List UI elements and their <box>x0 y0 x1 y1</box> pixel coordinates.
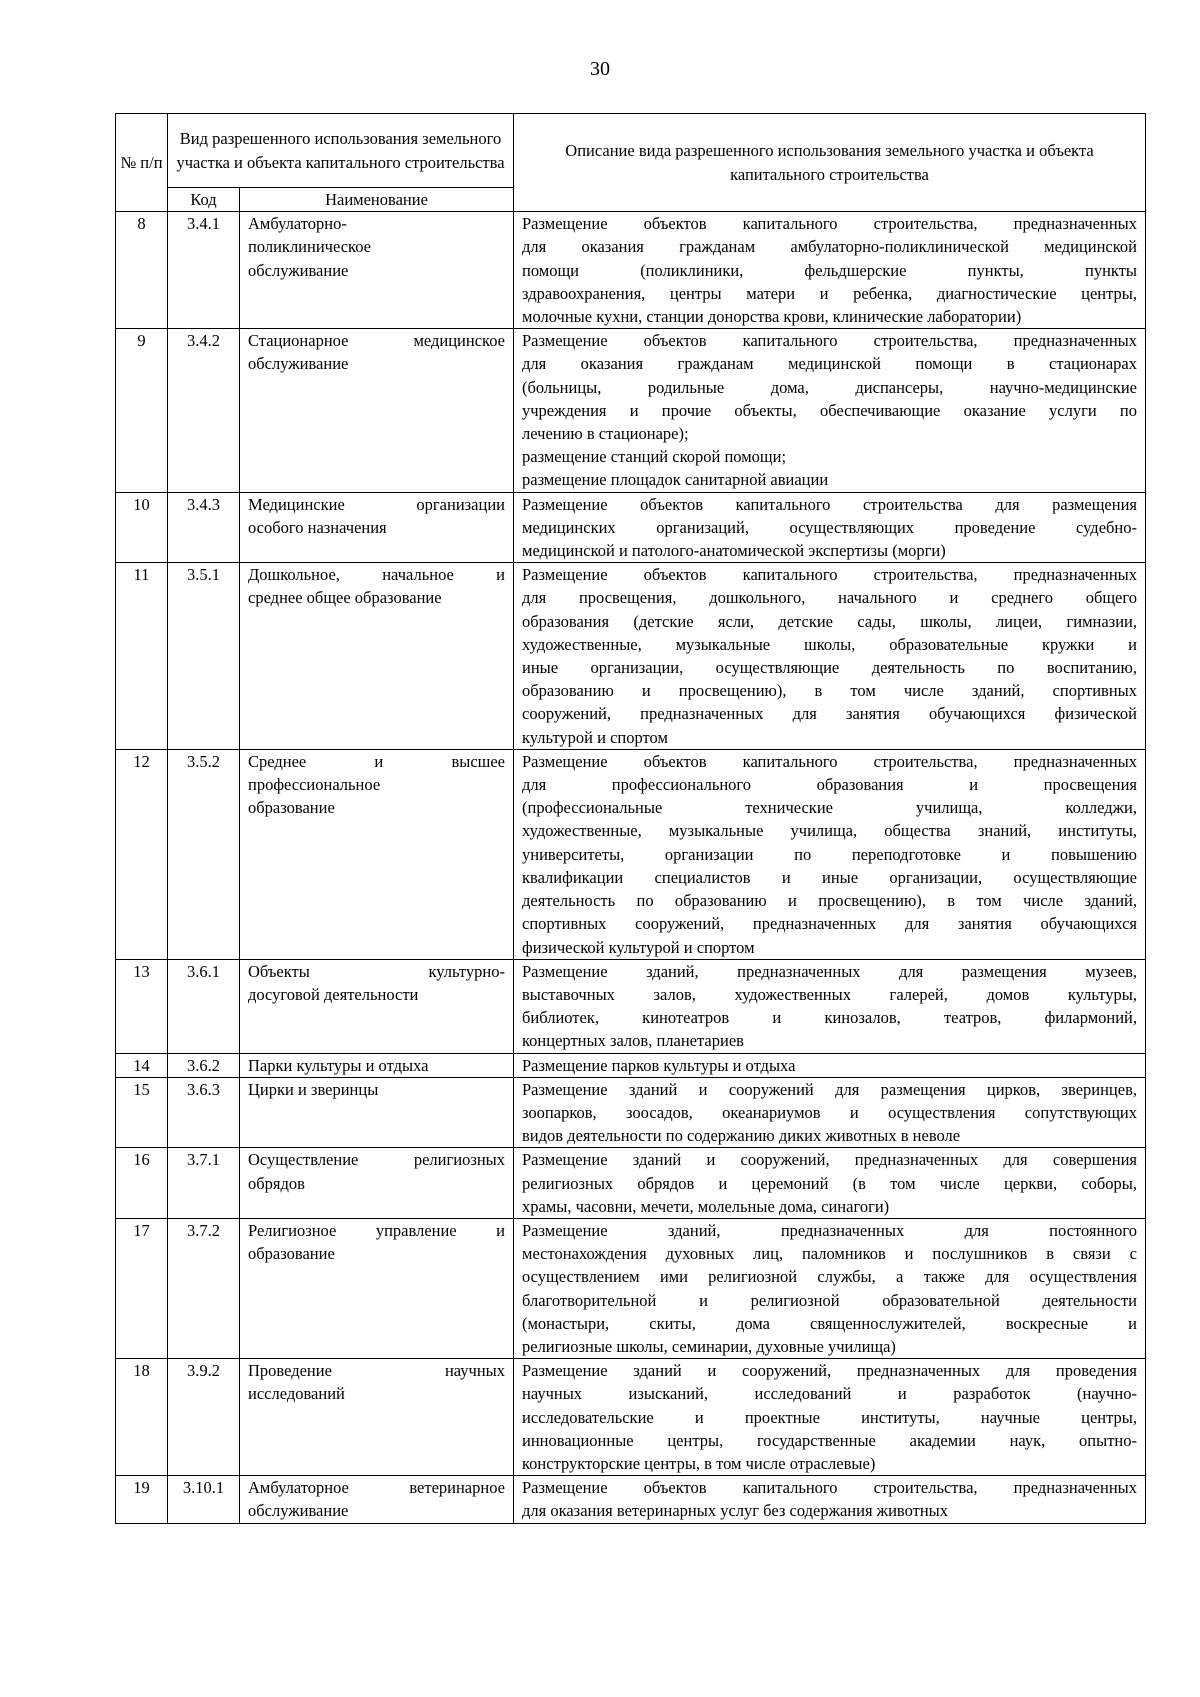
row-description-line: Размещение объектов капитального строительства, предназначенных <box>522 331 1137 351</box>
row-description-line: благотворительной и религиозной образовательной деятельности <box>522 1290 1137 1310</box>
row-name <box>240 1359 514 1476</box>
row-description-line: художественные, музыкальные училища, общества знаний, институты, <box>522 821 1137 841</box>
table-row <box>116 959 1146 1053</box>
row-description-line: Размещение объектов капитального строительства, предназначенных <box>522 751 1137 771</box>
row-number: 19 <box>116 1476 168 1523</box>
row-name-line: Амбулаторно- <box>248 214 347 234</box>
row-description-line: (больницы, родильные дома, диспансеры, научно-медицинские <box>522 377 1137 397</box>
row-description-line: религиозные школы, семинарии, духовные училища) <box>522 1336 896 1356</box>
row-description-line: деятельность по образованию и просвещению), в том числе зданий, <box>522 891 1137 911</box>
row-code: 3.6.3 <box>168 1077 240 1148</box>
row-name <box>240 749 514 959</box>
row-name <box>240 563 514 750</box>
row-name-line: среднее общее образование <box>248 588 442 608</box>
row-description-line: Размещение зданий, предназначенных для размещения музеев, <box>522 961 1137 981</box>
row-number: 10 <box>116 492 168 563</box>
row-description <box>514 1148 1146 1219</box>
row-code: 3.4.2 <box>168 329 240 492</box>
row-description-line: Размещение объектов капитального строительства для размещения <box>522 494 1137 514</box>
row-description-line: (монастыри, скиты, дома священнослужителей, воскресные и <box>522 1313 1137 1333</box>
row-name-line: Дошкольное, начальное и <box>248 565 505 585</box>
row-number: 11 <box>116 563 168 750</box>
row-description-line: учреждения и прочие объекты, обеспечивающие оказание услуги по <box>522 400 1137 420</box>
table-row <box>116 1077 1146 1148</box>
row-code: 3.9.2 <box>168 1359 240 1476</box>
row-description-line: храмы, часовни, мечети, молельные дома, синагоги) <box>522 1196 890 1216</box>
row-description-line: конструкторские центры, в том числе отраслевые) <box>522 1453 876 1473</box>
row-name-line: Амбулаторное ветеринарное <box>248 1478 505 1498</box>
table-row <box>116 1359 1146 1476</box>
table-row <box>116 1148 1146 1219</box>
table-row <box>116 563 1146 750</box>
row-description-line: образования (детские ясли, детские сады, школы, лицеи, гимназии, <box>522 611 1137 631</box>
row-description-line: художественные, музыкальные школы, образовательные кружки и <box>522 634 1137 654</box>
row-code: 3.5.1 <box>168 563 240 750</box>
row-name-line: обслуживание <box>248 1501 349 1521</box>
row-description <box>514 1476 1146 1523</box>
table-row <box>116 492 1146 563</box>
row-code: 3.7.1 <box>168 1148 240 1219</box>
row-number: 14 <box>116 1053 168 1077</box>
row-code: 3.7.2 <box>168 1218 240 1358</box>
table-body <box>116 212 1146 1523</box>
row-description-line: медицинской и патолого-анатомической экспертизы (морги) <box>522 541 946 561</box>
row-description-line: религиозных обрядов и церемоний (в том числе церкви, соборы, <box>522 1173 1137 1193</box>
row-name-line: Среднее и высшее <box>248 751 505 771</box>
row-description-line: осуществлением ими религиозной службы, а также для осуществления <box>522 1267 1137 1287</box>
row-name-line: образование <box>248 1244 335 1264</box>
row-description-line: квалификации специалистов и иные организации, осуществляющие <box>522 867 1137 887</box>
row-number: 16 <box>116 1148 168 1219</box>
row-name-line: Религиозное управление и <box>248 1220 505 1240</box>
row-description-line: сооружений, предназначенных для занятия обучающихся физической <box>522 704 1137 724</box>
row-name <box>240 492 514 563</box>
row-name <box>240 212 514 329</box>
header-num: № п/п <box>116 114 168 212</box>
row-description-line: помощи (поликлиники, фельдшерские пункты, пункты <box>522 260 1137 280</box>
row-description-line: исследовательские и проектные институты, научные центры, <box>522 1407 1137 1427</box>
row-name <box>240 959 514 1053</box>
row-description-line: зоопарков, зоосадов, океанариумов и осуществления сопутствующих <box>522 1102 1137 1122</box>
row-description-line: Размещение парков культуры и отдыха <box>522 1055 796 1075</box>
row-description-line: научных изысканий, исследований и разработок (научно- <box>522 1384 1137 1404</box>
row-description-line: физической культурой и спортом <box>522 937 755 957</box>
row-number: 15 <box>116 1077 168 1148</box>
row-description-line: для профессионального образования и просвещения <box>522 775 1137 795</box>
row-code: 3.4.3 <box>168 492 240 563</box>
row-description <box>514 1077 1146 1148</box>
row-name <box>240 1476 514 1523</box>
row-description <box>514 212 1146 329</box>
page-number: 30 <box>590 58 610 80</box>
row-description-line: инновационные центры, государственные академии наук, опытно- <box>522 1430 1137 1450</box>
header-row-top <box>116 114 1146 188</box>
row-name-line: особого назначения <box>248 517 387 537</box>
row-name <box>240 1218 514 1358</box>
row-name-line: образование <box>248 798 335 818</box>
row-name-line: Цирки и зверинцы <box>248 1079 379 1099</box>
row-name-line: Проведение научных <box>248 1361 505 1381</box>
row-description-line: размещение станций скорой помощи; <box>522 447 787 467</box>
row-name-line: исследований <box>248 1384 345 1404</box>
row-code: 3.4.1 <box>168 212 240 329</box>
table-row <box>116 1476 1146 1523</box>
row-description <box>514 1359 1146 1476</box>
row-description-line: лечению в стационаре); <box>522 424 689 444</box>
row-name-line: профессиональное <box>248 775 381 795</box>
row-description-line: (профессиональные технические училища, колледжи, <box>522 798 1137 818</box>
row-description-line: культурой и спортом <box>522 727 668 747</box>
row-number: 8 <box>116 212 168 329</box>
header-description: Описание вида разрешенного использования земельного участка и объекта капитального строительства <box>514 114 1146 212</box>
row-description <box>514 563 1146 750</box>
row-description-line: университеты, организации по переподготовке и повышению <box>522 844 1137 864</box>
row-code: 3.6.1 <box>168 959 240 1053</box>
row-code: 3.6.2 <box>168 1053 240 1077</box>
row-name-line: поликлиническое <box>248 237 371 257</box>
row-name-line: Осуществление религиозных <box>248 1150 505 1170</box>
row-description <box>514 492 1146 563</box>
row-description <box>514 1053 1146 1077</box>
row-description-line: здравоохранения, центры матери и ребенка, диагностические центры, <box>522 283 1137 303</box>
row-name-line: досуговой деятельности <box>248 984 419 1004</box>
row-description-line: медицинских организаций, осуществляющих проведение судебно- <box>522 517 1137 537</box>
row-description <box>514 749 1146 959</box>
row-description-line: для просвещения, дошкольного, начального и среднего общего <box>522 588 1137 608</box>
row-name-line: обслуживание <box>248 354 349 374</box>
row-name-line: Парки культуры и отдыха <box>248 1055 429 1075</box>
row-number: 18 <box>116 1359 168 1476</box>
row-description-line: Размещение зданий и сооружений, предназначенных для совершения <box>522 1150 1137 1170</box>
row-name <box>240 1077 514 1148</box>
row-description-line: для оказания ветеринарных услуг без содержания животных <box>522 1501 949 1521</box>
table-row <box>116 1053 1146 1077</box>
row-description-line: местонахождения духовных лиц, паломников и послушников в связи с <box>522 1244 1137 1264</box>
row-description-line: для оказания гражданам медицинской помощи в стационарах <box>522 354 1137 374</box>
row-description <box>514 329 1146 492</box>
row-code: 3.5.2 <box>168 749 240 959</box>
row-description-line: Размещение зданий, предназначенных для постоянного <box>522 1220 1137 1240</box>
row-description-line: Размещение объектов капитального строительства, предназначенных <box>522 214 1137 234</box>
row-number: 17 <box>116 1218 168 1358</box>
table-row <box>116 749 1146 959</box>
header-group: Вид разрешенного использования земельного участка и объекта капитального строительства <box>168 114 514 188</box>
row-description-line: размещение площадок санитарной авиации <box>522 470 829 490</box>
header-code: Код <box>168 188 240 212</box>
row-name <box>240 329 514 492</box>
row-name-line: обслуживание <box>248 260 349 280</box>
row-description-line: выставочных залов, художественных галерей, домов культуры, <box>522 984 1137 1004</box>
row-description-line: образованию и просвещению), в том числе зданий, спортивных <box>522 681 1137 701</box>
row-name-line: обрядов <box>248 1173 305 1193</box>
row-description-line: Размещение зданий и сооружений, предназначенных для проведения <box>522 1361 1137 1381</box>
row-description-line: концертных залов, планетариев <box>522 1031 744 1051</box>
row-name <box>240 1148 514 1219</box>
table-row <box>116 212 1146 329</box>
row-description-line: молочные кухни, станции донорства крови, клинические лаборатории) <box>522 307 1022 327</box>
row-code: 3.10.1 <box>168 1476 240 1523</box>
row-description-line: спортивных сооружений, предназначенных для занятия обучающихся <box>522 914 1137 934</box>
row-number: 9 <box>116 329 168 492</box>
row-name <box>240 1053 514 1077</box>
row-description-line: иные организации, осуществляющие деятельность по воспитанию, <box>522 658 1137 678</box>
row-description <box>514 1218 1146 1358</box>
row-name-line: Медицинские организации <box>248 494 505 514</box>
table-row <box>116 1218 1146 1358</box>
row-number: 13 <box>116 959 168 1053</box>
row-description-line: Размещение объектов капитального строительства, предназначенных <box>522 1478 1137 1498</box>
row-description-line: Размещение объектов капитального строительства, предназначенных <box>522 565 1137 585</box>
header-name: Наименование <box>240 188 514 212</box>
table-row <box>116 329 1146 492</box>
row-description-line: видов деятельности по содержанию диких животных в неволе <box>522 1126 961 1146</box>
row-description <box>514 959 1146 1053</box>
row-name-line: Объекты культурно- <box>248 961 505 981</box>
row-description-line: Размещение зданий и сооружений для размещения цирков, зверинцев, <box>522 1079 1137 1099</box>
row-number: 12 <box>116 749 168 959</box>
row-description-line: библиотек, кинотеатров и кинозалов, театров, филармоний, <box>522 1008 1137 1028</box>
land-use-table <box>115 113 1146 1524</box>
row-name-line: Стационарное медицинское <box>248 331 505 351</box>
row-description-line: для оказания гражданам амбулаторно-поликлинической медицинской <box>522 237 1137 257</box>
